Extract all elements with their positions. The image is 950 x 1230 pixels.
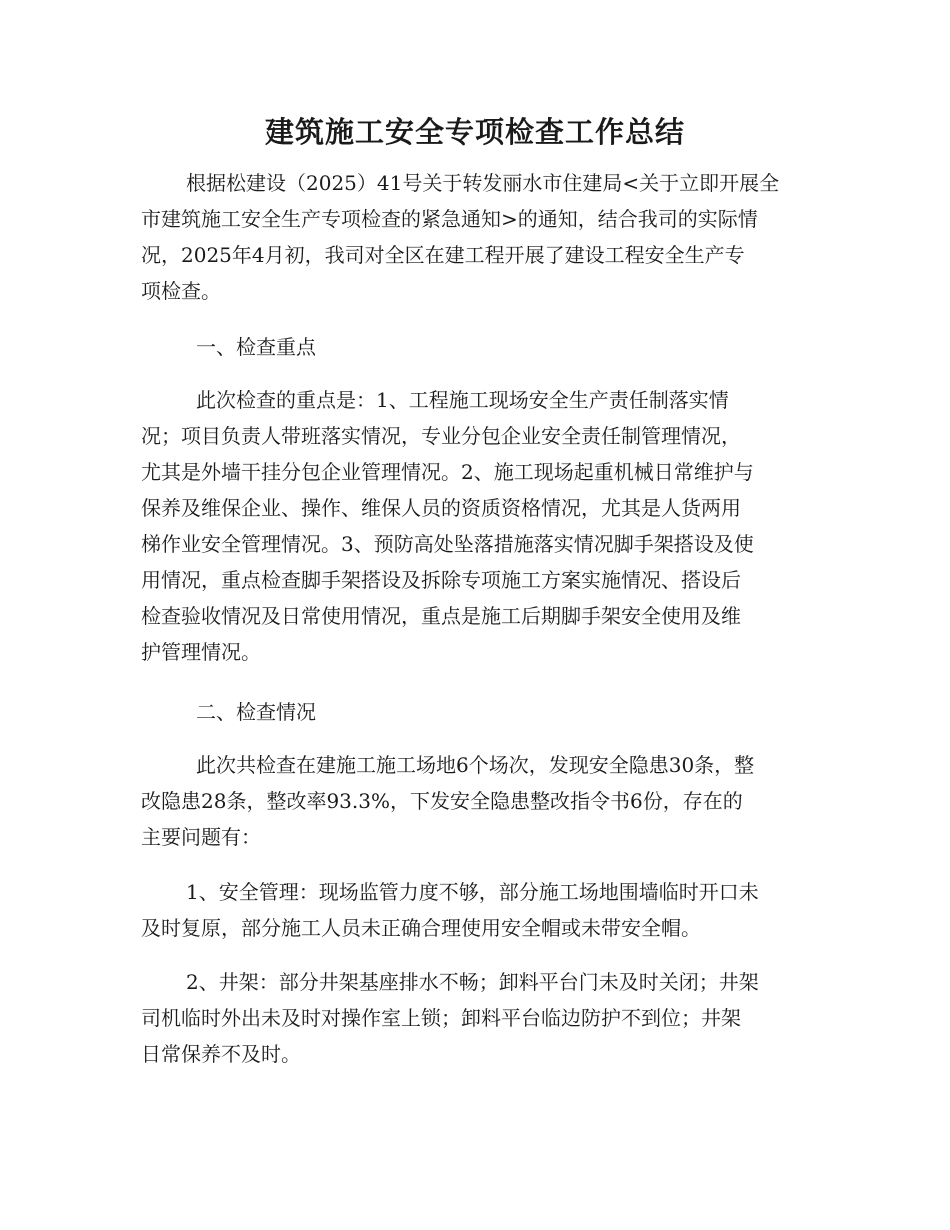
section2-line-2: 改隐患28条，整改率93.3%，下发安全隐患整改指令书6份，存在的: [141, 789, 743, 813]
intro-line-3: 况，2025年4月初，我司对全区在建工程开展了建设工程安全生产专: [141, 243, 745, 267]
section1-line-6: 用情况，重点检查脚手架搭设及拆除专项施工方案实施情况、搭设后: [141, 568, 741, 592]
intro-line-4: 项检查。: [141, 279, 221, 303]
section1-line-2: 况；项目负责人带班落实情况，专业分包企业安全责任制管理情况，: [141, 424, 741, 448]
section2-line-3: 主要问题有：: [141, 825, 261, 849]
item2-line-3: 日常保养不及时。: [141, 1042, 301, 1066]
section1-line-8: 护管理情况。: [141, 640, 261, 664]
item1-line-1: 1、安全管理：现场监管力度不够，部分施工场地围墙临时开口未: [186, 880, 759, 904]
document-title: 建筑施工安全专项检查工作总结: [264, 115, 685, 149]
item2-line-1: 2、井架：部分井架基座排水不畅；卸料平台门未及时关闭；井架: [186, 970, 759, 994]
section2-line-1: 此次共检查在建施工施工场地6个场次，发现安全隐患30条，整: [196, 753, 755, 777]
item1-line-2: 及时复原，部分施工人员未正确合理使用安全帽或未带安全帽。: [141, 916, 701, 940]
section1-line-3: 尤其是外墙干挂分包企业管理情况。2、施工现场起重机械日常维护与: [141, 460, 754, 484]
section1-line-1: 此次检查的重点是：1、工程施工现场安全生产责任制落实情: [196, 388, 729, 412]
intro-line-2: 市建筑施工安全生产专项检查的紧急通知>的通知，结合我司的实际情: [141, 207, 758, 231]
item2-line-2: 司机临时外出未及时对操作室上锁；卸料平台临边防护不到位；井架: [141, 1006, 741, 1030]
section2-heading: 二、检查情况: [196, 700, 316, 724]
section1-heading: 一、检查重点: [196, 335, 316, 359]
section1-line-7: 检查验收情况及日常使用情况，重点是施工后期脚手架安全使用及维: [141, 604, 741, 628]
section1-line-5: 梯作业安全管理情况。3、预防高处坠落措施落实情况脚手架搭设及使: [141, 532, 754, 556]
section1-line-4: 保养及维保企业、操作、维保人员的资质资格情况，尤其是人货两用: [141, 496, 741, 520]
intro-line-1: 根据松建设（2025）41号关于转发丽水市住建局<关于立即开展全: [186, 171, 780, 195]
